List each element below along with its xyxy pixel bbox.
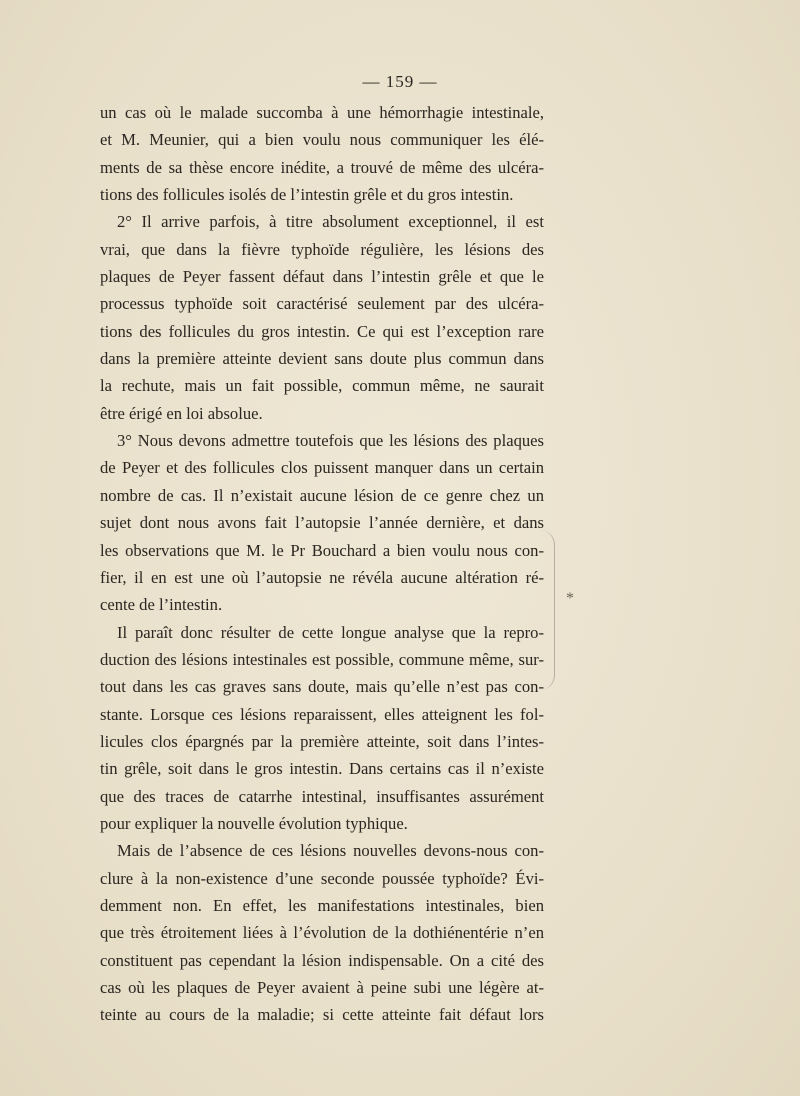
text-line: processus typhoïde soit caractérisé seulement par des ulcéra- bbox=[100, 294, 544, 314]
text-line: la rechute, mais un fait possible, commun même, ne saurait bbox=[100, 376, 544, 396]
text-line: nombre de cas. Il n’existait aucune lésion de ce genre chez un bbox=[100, 485, 544, 505]
text-line: de Peyer et des follicules clos puissent manquer dans un certain bbox=[100, 458, 544, 478]
text-line: Mais de l’absence de ces lésions nouvelles devons-nous con- bbox=[117, 841, 544, 861]
margin-annotation-mark: * bbox=[566, 590, 574, 607]
body-text bbox=[100, 99, 544, 1029]
text-line: tions des follicules isolés de l’intestin grêle et du gros intestin. bbox=[100, 185, 514, 205]
text-line: 3° Nous devons admettre toutefois que les lésions des plaques bbox=[117, 431, 544, 451]
text-line: tin grêle, soit dans le gros intestin. Dans certains cas il n’existe bbox=[100, 759, 544, 779]
text-line: demment non. En effet, les manifestations intestinales, bien bbox=[100, 895, 544, 915]
page-number: — 159 — bbox=[362, 72, 438, 91]
text-line: clure à la non-existence d’une seconde poussée typhoïde? Évi- bbox=[100, 868, 544, 888]
text-line: teinte au cours de la maladie; si cette atteinte fait défaut lors bbox=[100, 1005, 544, 1025]
text-line: duction des lésions intestinales est possible, commune même, sur- bbox=[100, 649, 544, 669]
text-line: licules clos épargnés par la première atteinte, soit dans l’intes- bbox=[100, 731, 544, 751]
text-line: tions des follicules du gros intestin. Ce qui est l’exception rare bbox=[100, 321, 544, 341]
text-line: sujet dont nous avons fait l’autopsie l’année dernière, et dans bbox=[100, 513, 544, 533]
text-line: ments de sa thèse encore inédite, a trouvé de même des ulcéra- bbox=[100, 157, 544, 177]
text-line: constituent pas cependant la lésion indispensable. On a cité des bbox=[100, 950, 544, 970]
text-line: être érigé en loi absolue. bbox=[100, 403, 263, 423]
text-line: vrai, que dans la fièvre typhoïde régulière, les lésions des bbox=[100, 239, 544, 259]
text-line: les observations que M. le Pr Bouchard a bien voulu nous con- bbox=[100, 540, 544, 560]
text-line: cente de l’intestin. bbox=[100, 595, 223, 615]
text-line: dans la première atteinte devient sans doute plus commun dans bbox=[100, 349, 544, 369]
text-line: que très étroitement liées à l’évolution de la dothiénentérie n’en bbox=[100, 923, 544, 943]
text-line: fier, il en est une où l’autopsie ne révéla aucune altération ré- bbox=[100, 567, 544, 587]
text-line: pour expliquer la nouvelle évolution typhique. bbox=[100, 813, 408, 833]
text-line: et M. Meunier, qui a bien voulu nous communiquer les élé- bbox=[100, 130, 544, 150]
text-line: cas où les plaques de Peyer avaient à peine subi une légère at- bbox=[100, 978, 544, 997]
margin-bracket bbox=[540, 530, 555, 690]
text-line: Il paraît donc résulter de cette longue analyse que la repro- bbox=[117, 622, 544, 642]
text-line: plaques de Peyer fassent défaut dans l’intestin grêle et que le bbox=[100, 267, 544, 287]
text-line: un cas où le malade succomba à une hémorrhagie intestinale, bbox=[100, 103, 544, 122]
text-line: 2° Il arrive parfois, à titre absolument exceptionnel, il est bbox=[117, 212, 544, 232]
text-line: tout dans les cas graves sans doute, mais qu’elle n’est pas con- bbox=[100, 677, 544, 697]
text-line: stante. Lorsque ces lésions reparaissent, elles atteignent les fol- bbox=[100, 704, 544, 724]
text-line: que des traces de catarrhe intestinal, insuffisantes assurément bbox=[100, 786, 544, 806]
